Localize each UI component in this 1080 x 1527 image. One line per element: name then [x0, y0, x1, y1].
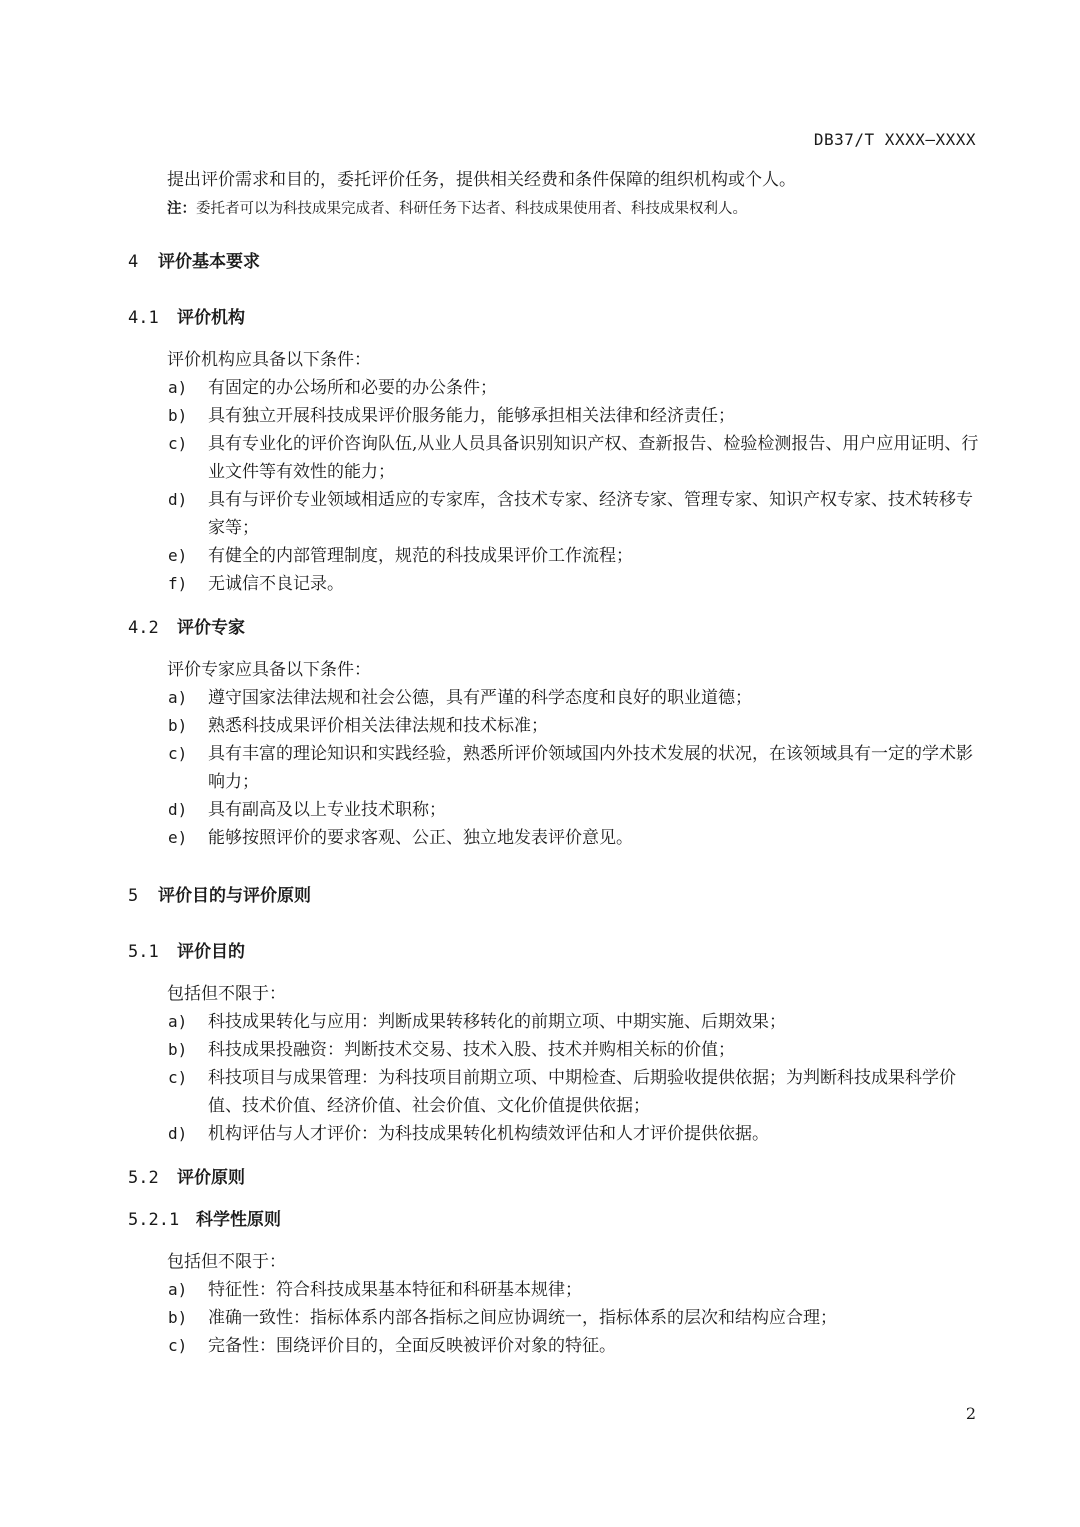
- section-title: 评价目的与评价原则: [158, 886, 311, 906]
- section-number: 4.2: [128, 618, 159, 638]
- note: [128, 196, 980, 222]
- list-item: [128, 1332, 980, 1360]
- list-marker: a): [168, 1280, 188, 1299]
- list-marker: d): [168, 800, 188, 819]
- section-lead: 评价专家应具备以下条件：: [167, 660, 371, 680]
- list-item-text: 完备性：围绕评价目的，全面反映被评价对象的特征。: [208, 1336, 616, 1356]
- condition-list: [128, 374, 980, 598]
- list-item: [128, 796, 980, 824]
- section-title: 评价机构: [177, 308, 245, 328]
- list-item: [128, 740, 980, 796]
- list-item: [128, 430, 980, 486]
- list-marker: b): [168, 1308, 188, 1327]
- list-marker: b): [168, 716, 188, 735]
- section-title: 评价基本要求: [158, 252, 260, 272]
- note-text: 委托者可以为科技成果完成者、科研任务下达者、科技成果使用者、科技成果权利人。: [196, 201, 747, 217]
- list-item-text: 有固定的办公场所和必要的办公条件；: [208, 378, 497, 398]
- list-item-text: 具有与评价专业领域相适应的专家库，含技术专家、经济专家、管理专家、知识产权专家、技术转移专家等；: [208, 490, 973, 538]
- section-5-1-heading: [128, 938, 980, 966]
- list-marker: c): [168, 1336, 188, 1355]
- section-title: 评价目的: [177, 942, 245, 962]
- section-lead: 包括但不限于：: [167, 984, 286, 1004]
- list-item-text: 机构评估与人才评价：为科技成果转化机构绩效评估和人才评价提供依据。: [208, 1124, 769, 1144]
- list-item: [128, 712, 980, 740]
- list-item: [128, 486, 980, 542]
- section-4-heading: [128, 248, 980, 276]
- list-item: [128, 570, 980, 598]
- list-item: [128, 402, 980, 430]
- list-item: [128, 1036, 980, 1064]
- list-item: [128, 684, 980, 712]
- list-item-text: 能够按照评价的要求客观、公正、独立地发表评价意见。: [208, 828, 633, 848]
- list-marker: a): [168, 688, 188, 707]
- section-title: 评价原则: [177, 1168, 245, 1188]
- list-item-text: 具有独立开展科技成果评价服务能力，能够承担相关法律和经济责任；: [208, 406, 735, 426]
- list-item-text: 特征性：符合科技成果基本特征和科研基本规律；: [208, 1280, 582, 1300]
- list-item-text: 科技成果转化与应用：判断成果转移转化的前期立项、中期实施、后期效果；: [208, 1012, 786, 1032]
- section-lead: 包括但不限于：: [167, 1252, 286, 1272]
- list-marker: d): [168, 490, 188, 509]
- section-4-1-heading: [128, 304, 980, 332]
- section-number: 5.1: [128, 942, 159, 962]
- section-number: 5.2: [128, 1168, 159, 1188]
- list-marker: e): [168, 828, 188, 847]
- list-item: [128, 824, 980, 852]
- list-item: [128, 1064, 980, 1120]
- list-item: [128, 374, 980, 402]
- list-marker: d): [168, 1124, 188, 1143]
- section-5-heading: [128, 882, 980, 910]
- section-lead: 评价机构应具备以下条件：: [167, 350, 371, 370]
- list-item-text: 有健全的内部管理制度，规范的科技成果评价工作流程；: [208, 546, 633, 566]
- list-marker: c): [168, 434, 188, 453]
- page-number: 2: [965, 1404, 976, 1423]
- section-5-2-1-heading: [128, 1206, 980, 1234]
- section-title: 科学性原则: [196, 1210, 281, 1230]
- list-item-text: 具有副高及以上专业技术职称；: [208, 800, 446, 820]
- list-marker: a): [168, 378, 188, 397]
- section-number: 4: [128, 252, 139, 272]
- section-number: 4.1: [128, 308, 159, 328]
- list-item-text: 熟悉科技成果评价相关法律法规和技术标准；: [208, 716, 548, 736]
- list-item: [128, 542, 980, 570]
- list-item-text: 科技成果投融资：判断技术交易、技术入股、技术并购相关标的价值；: [208, 1040, 735, 1060]
- condition-list: [128, 684, 980, 852]
- purpose-list: [128, 1008, 980, 1148]
- section-number: 5: [128, 886, 139, 906]
- list-item-text: 具有专业化的评价咨询队伍,从业人员具备识别知识产权、查新报告、检验检测报告、用户应用证明、行业文件等有效性的能力；: [208, 434, 979, 482]
- principle-list: [128, 1276, 980, 1360]
- list-marker: b): [168, 1040, 188, 1059]
- list-item: [128, 1008, 980, 1036]
- list-item-text: 遵守国家法律法规和社会公德，具有严谨的科学态度和良好的职业道德；: [208, 688, 752, 708]
- document-body: [128, 166, 980, 1360]
- list-marker: c): [168, 744, 188, 763]
- list-marker: f): [168, 574, 188, 593]
- section-title: 评价专家: [177, 618, 245, 638]
- note-label: 注：: [167, 201, 196, 217]
- list-marker: a): [168, 1012, 188, 1031]
- definition-text: 提出评价需求和目的，委托评价任务，提供相关经费和条件保障的组织机构或个人。: [167, 170, 796, 190]
- document-code: DB37/T XXXX—XXXX: [813, 130, 976, 149]
- section-5-2-heading: [128, 1164, 980, 1192]
- section-number: 5.2.1: [128, 1210, 180, 1230]
- list-item-text: 科技项目与成果管理：为科技项目前期立项、中期检查、后期验收提供依据；为判断科技成果科学价值、技术价值、经济价值、社会价值、文化价值提供依据；: [208, 1068, 956, 1116]
- list-marker: e): [168, 546, 188, 565]
- list-item: [128, 1120, 980, 1148]
- list-item-text: 具有丰富的理论知识和实践经验，熟悉所评价领域国内外技术发展的状况，在该领域具有一定的学术影响力；: [208, 744, 973, 792]
- list-marker: c): [168, 1068, 188, 1087]
- list-item: [128, 1276, 980, 1304]
- list-item-text: 准确一致性：指标体系内部各指标之间应协调统一，指标体系的层次和结构应合理；: [208, 1308, 837, 1328]
- section-4-2-heading: [128, 614, 980, 642]
- list-item: [128, 1304, 980, 1332]
- list-marker: b): [168, 406, 188, 425]
- list-item-text: 无诚信不良记录。: [208, 574, 344, 594]
